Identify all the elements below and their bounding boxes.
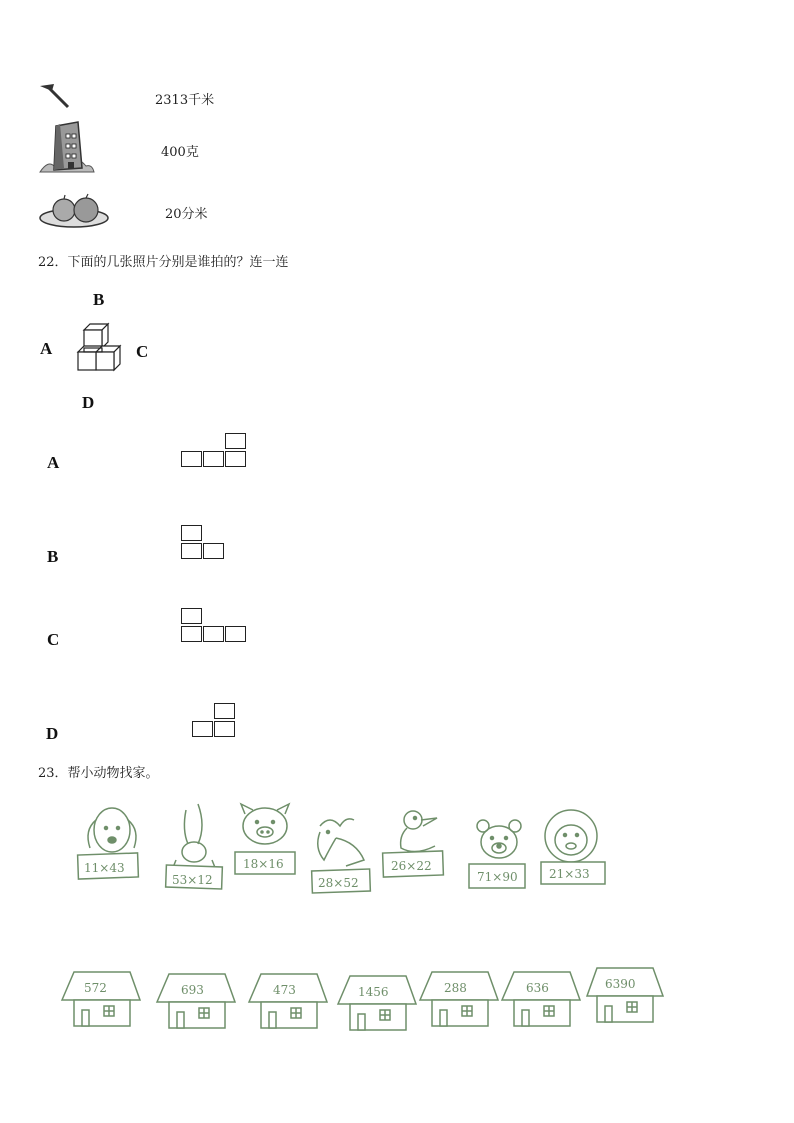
fruit-plate-icon bbox=[38, 192, 112, 230]
animal-expr: 26×22 bbox=[391, 859, 432, 873]
cube-stack-icon bbox=[70, 322, 122, 378]
house-number: 693 bbox=[181, 983, 204, 997]
house bbox=[418, 970, 502, 1028]
matching-value: 20分米 bbox=[165, 207, 208, 222]
animal-card bbox=[76, 800, 146, 886]
house-number: 288 bbox=[444, 981, 467, 995]
question-23-title: 23．帮小动物找家。 bbox=[38, 766, 159, 781]
direction-label-right: C bbox=[136, 342, 149, 361]
house bbox=[60, 970, 144, 1030]
view-label: A bbox=[47, 453, 60, 472]
house bbox=[155, 972, 239, 1030]
animal-card bbox=[162, 800, 228, 892]
direction-label-top: B bbox=[93, 290, 105, 309]
house bbox=[500, 970, 584, 1028]
building-icon bbox=[38, 120, 96, 176]
house-number: 636 bbox=[526, 981, 549, 995]
animal-card bbox=[537, 808, 609, 890]
animal-card bbox=[233, 800, 299, 880]
house-number: 6390 bbox=[605, 977, 636, 991]
animal-card bbox=[381, 806, 447, 884]
house bbox=[336, 974, 420, 1032]
animal-expr: 21×33 bbox=[549, 867, 590, 881]
view-label: B bbox=[47, 547, 59, 566]
animal-expr: 18×16 bbox=[243, 857, 284, 871]
house-number: 1456 bbox=[358, 985, 389, 999]
matching-value: 400克 bbox=[161, 145, 199, 160]
house-number: 572 bbox=[84, 981, 107, 995]
animal-expr: 11×43 bbox=[84, 861, 125, 875]
matching-value: 2313千米 bbox=[155, 93, 215, 108]
question-22-title: 22．下面的几张照片分别是谁拍的？连一连 bbox=[38, 255, 289, 270]
view-label: D bbox=[46, 724, 59, 743]
direction-label-left: A bbox=[40, 339, 53, 358]
animal-card bbox=[306, 808, 378, 898]
direction-label-bottom: D bbox=[82, 393, 95, 412]
house bbox=[585, 966, 669, 1026]
house bbox=[247, 972, 331, 1030]
animal-expr: 53×12 bbox=[172, 873, 213, 887]
nail-icon bbox=[38, 82, 72, 110]
view-label: C bbox=[47, 630, 60, 649]
animal-expr: 28×52 bbox=[318, 876, 359, 890]
animal-expr: 71×90 bbox=[477, 870, 518, 884]
animal-card bbox=[467, 816, 533, 894]
house-number: 473 bbox=[273, 983, 296, 997]
